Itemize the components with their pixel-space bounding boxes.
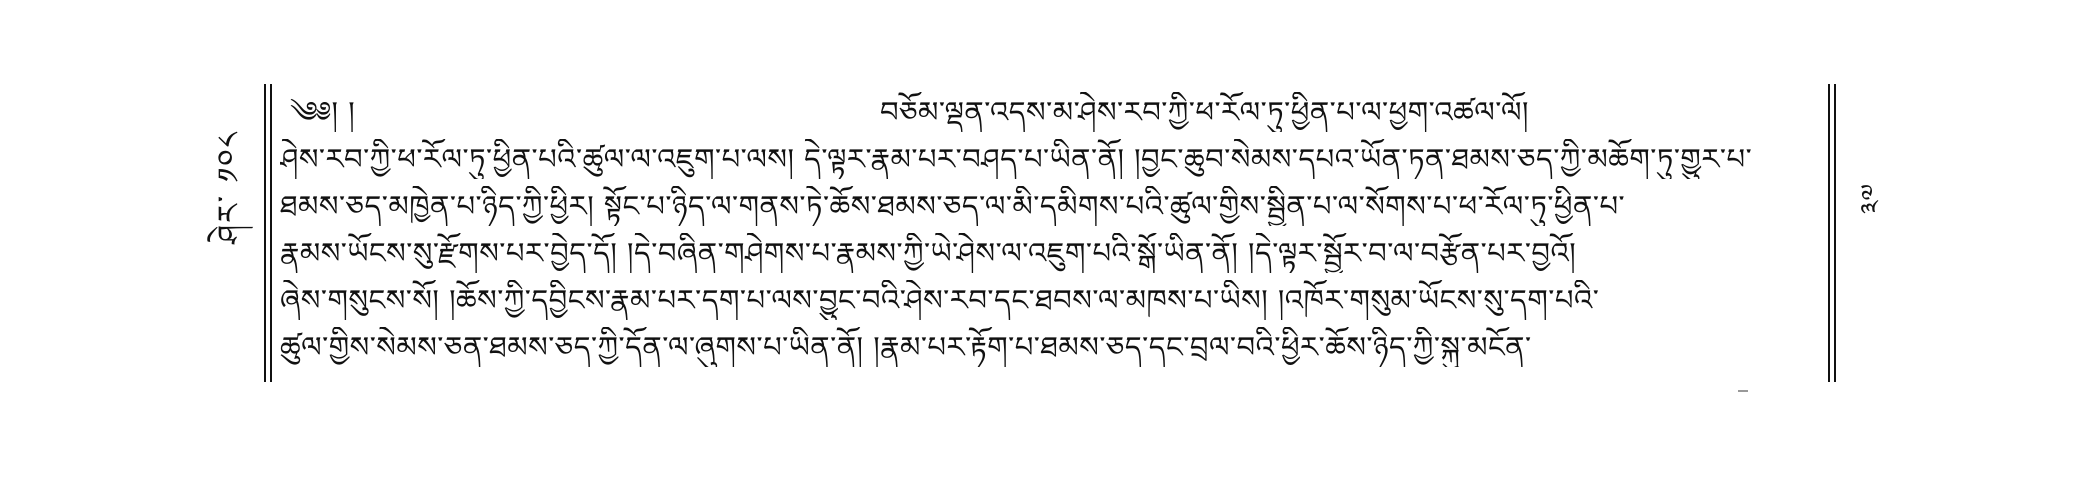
text-line-2: ཤེས་རབ་ཀྱི་ཕ་རོལ་ཏུ་ཕྱིན་པའི་ཚུལ་ལ་འཇུག་པ་ལས། དེ་ལྟར་རྣམ་པར་བཤད་པ་ཡིན་ནོ། །བྱང་ཆུབ་སེམས་དཔའ་ཡོན་ཏན་ཐམས་ཅད་ཀྱི་མཆོག་ཏུ་གྱུར་པ་ (280, 142, 1753, 176)
title-line: བཅོམ་ལྡན་འདས་མ་ཤེས་རབ་ཀྱི་ཕ་རོལ་ཏུ་ཕྱིན་པ་ལ་ཕྱག་འཚལ་ལོ། (880, 95, 1529, 129)
text-line-5: ཞེས་གསུངས་སོ། །ཆོས་ཀྱི་དབྱིངས་རྣམ་པར་དག་པ་ལས་བྱུང་བའི་ཤེས་རབ་དང་ཐབས་ལ་མཁས་པ་ཡིས། །འཁོར་གསུམ་ཡོངས་སུ་དག་པའི་ (280, 283, 1600, 317)
frame-border-left-outer (264, 84, 266, 382)
text-line-1 (280, 92, 1820, 132)
frame-border-right-inner (1828, 84, 1830, 382)
text-block (280, 92, 1820, 378)
frame-border-left-inner (270, 84, 272, 382)
left-margin-note (212, 92, 258, 282)
folio-number: ༣༧ (1856, 183, 1886, 214)
text-line-4: རྣམས་ཡོངས་སུ་རྫོགས་པར་བྱེད་དོ། །དེ་བཞིན་གཤེགས་པ་རྣམས་ཀྱི་ཡེ་ཤེས་ལ་འཇུག་པའི་སྒོ་ཡིན་ནོ། །དེ་ལྟར་སྦྱོར་བ་ལ་བརྩོན་པར་བྱའོ། (280, 236, 1577, 270)
margin-note-text: ཤེར་ ༡༠༨ (212, 130, 247, 244)
frame-border-right-outer (1834, 84, 1836, 382)
text-line-6: ཚུལ་གྱིས་སེམས་ཅན་ཐམས་ཅད་ཀྱི་དོན་ལ་ཞུགས་པ་ཡིན་ནོ། །རྣམ་པར་རྟོག་པ་ཐམས་ཅད་དང་བྲལ་བའི་ཕྱིར་ཆོས་ཉིད་ཀྱི་སྐུ་མངོན་ (280, 330, 1532, 364)
text-line-3: ཐམས་ཅད་མཁྱེན་པ་ཉིད་ཀྱི་ཕྱིར། སྟོང་པ་ཉིད་ལ་གནས་ཏེ་ཆོས་ཐམས་ཅད་ལ་མི་དམིགས་པའི་ཚུལ་གྱིས་སྦྱིན་པ་ལ་སོགས་པ་ཕ་རོལ་ཏུ་ཕྱིན་པ་ (280, 189, 1626, 223)
opening-mark: ༄༅། ། (290, 95, 356, 129)
scan-speck (1738, 390, 1748, 392)
